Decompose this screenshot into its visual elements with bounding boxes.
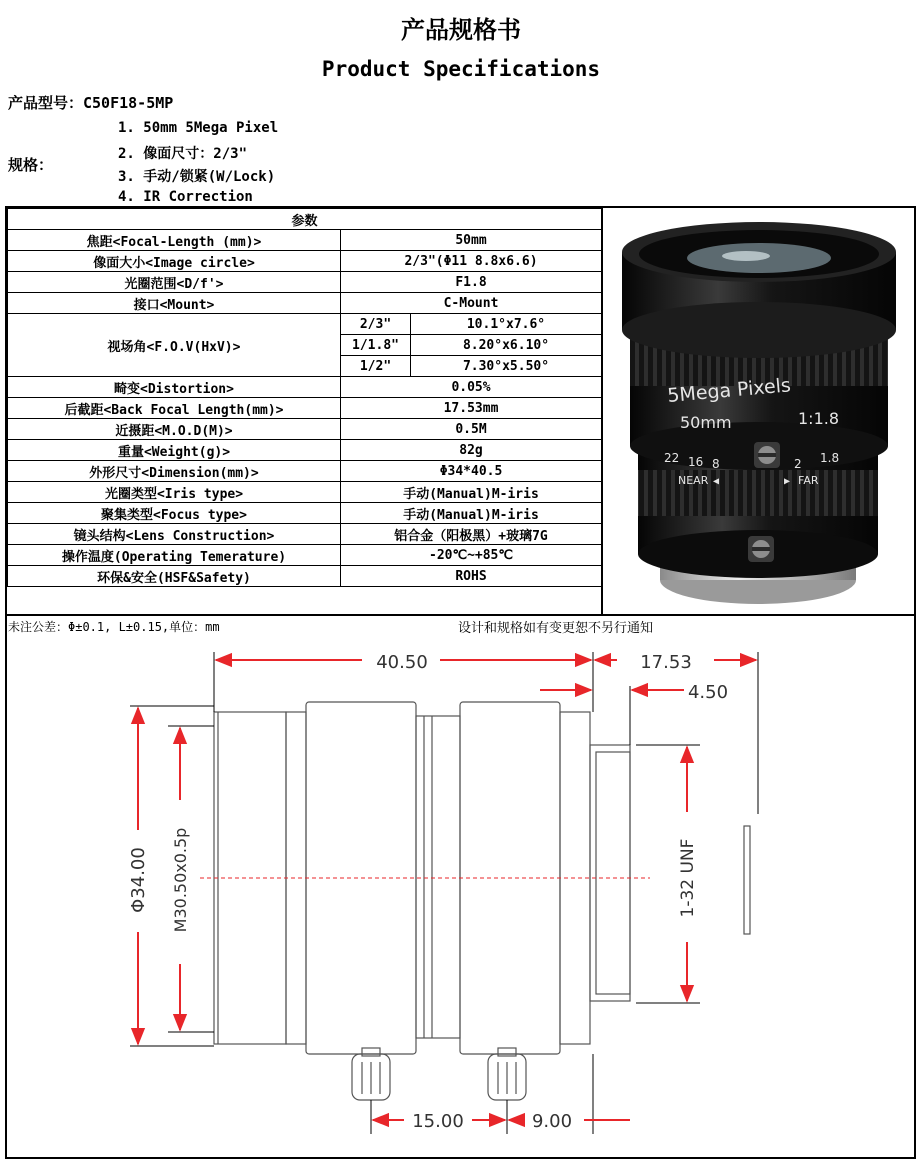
- scale-mark: 1.8: [820, 451, 840, 465]
- near-label: NEAR: [678, 474, 709, 487]
- far-label: FAR: [798, 474, 819, 487]
- param-value: 82g: [341, 440, 602, 461]
- dim-mount-thread: 1-32 UNF: [678, 838, 698, 918]
- photo-brand-text: 5Mega Pixels: [666, 374, 792, 407]
- table-row: [8, 272, 602, 293]
- param-label: 聚集类型<Focus type>: [8, 503, 341, 524]
- fov-size: 1/2": [341, 356, 411, 377]
- table-header-row: [8, 209, 602, 230]
- fov-size: 2/3": [341, 314, 411, 335]
- param-label: 光圈范围<D/f'>: [8, 272, 341, 293]
- fov-size: 1/1.8": [341, 335, 411, 356]
- param-value: C-Mount: [341, 293, 602, 314]
- scale-mark: 22: [664, 451, 680, 465]
- document-title-cn: 产品规格书: [401, 16, 521, 44]
- spec-item: 3. 手动/锁紧(W/Lock): [118, 169, 276, 185]
- spec-item: 4. IR Correction: [118, 189, 253, 205]
- param-label: 像面大小<Image circle>: [8, 251, 341, 272]
- arrow-right-icon: ▶: [784, 476, 791, 487]
- scale-mark: 16: [688, 455, 704, 469]
- table-row: [8, 314, 602, 335]
- photo-aperture-text: 1:1.8: [798, 409, 840, 428]
- param-label: 畸变<Distortion>: [8, 377, 341, 398]
- param-label: 外形尺寸<Dimension(mm)>: [8, 461, 341, 482]
- param-value: -20℃~+85℃: [341, 545, 602, 566]
- tolerance-note: 未注公差：Φ±0.1, L±0.15,单位：mm: [8, 620, 220, 634]
- table-row: [8, 503, 602, 524]
- scale-mark: 2: [794, 457, 802, 471]
- param-value: 铝合金（阳极黑）+玻璃7G: [341, 524, 602, 545]
- spec-item: 1. 50mm 5Mega Pixel: [118, 120, 279, 136]
- dim-diameter: Φ34.00: [128, 847, 149, 913]
- scale-mark: 8: [712, 457, 720, 471]
- table-row: [8, 419, 602, 440]
- table-row: [8, 524, 602, 545]
- param-label: 后截距<Back Focal Length(mm)>: [8, 398, 341, 419]
- fov-value: 7.30°x5.50°: [411, 356, 602, 377]
- table-header: 参数: [8, 209, 602, 230]
- dimension-lines: [138, 660, 756, 1120]
- param-value: 0.5M: [341, 419, 602, 440]
- column-divider: [601, 208, 603, 614]
- section-divider: [5, 614, 916, 616]
- table-row: [8, 545, 602, 566]
- photo-focal-text: 50mm: [680, 413, 732, 432]
- param-value: 0.05%: [341, 377, 602, 398]
- table-row: [8, 440, 602, 461]
- param-value: 手动(Manual)M-iris: [341, 482, 602, 503]
- param-value: 2/3"(Φ11 8.8x6.6): [341, 251, 602, 272]
- spec-item: 2. 像面尺寸：2/3": [118, 146, 248, 162]
- param-value: Φ34*40.5: [341, 461, 602, 482]
- change-notice: 设计和规格如有变更恕不另行通知: [458, 621, 654, 636]
- model-number: 产品型号：C50F18-5MP: [8, 94, 174, 112]
- table-row: [8, 566, 602, 587]
- dim-length: 40.50: [376, 652, 428, 673]
- lens-product-photo: [608, 212, 910, 610]
- dim-screw-offset: 9.00: [531, 1111, 573, 1132]
- param-label: 视场角<F.O.V(HxV)>: [8, 314, 341, 377]
- fov-value: 8.20°x6.10°: [411, 335, 602, 356]
- parameter-table: [7, 208, 602, 587]
- table-row: [8, 461, 602, 482]
- param-value: 手动(Manual)M-iris: [341, 503, 602, 524]
- param-label: 操作温度(Operating Temerature): [8, 545, 341, 566]
- param-label: 近摄距<M.O.D(M)>: [8, 419, 341, 440]
- param-label: 镜头结构<Lens Construction>: [8, 524, 341, 545]
- table-row: [8, 293, 602, 314]
- document-title-en: Product Specifications: [321, 57, 601, 81]
- table-row: [8, 251, 602, 272]
- param-label: 光圈类型<Iris type>: [8, 482, 341, 503]
- table-row: [8, 377, 602, 398]
- dim-thread: M30.50x0.5p: [171, 827, 190, 933]
- dim-screw-spacing: 15.00: [412, 1111, 464, 1132]
- param-label: 接口<Mount>: [8, 293, 341, 314]
- param-value: ROHS: [341, 566, 602, 587]
- spec-label: 规格：: [8, 156, 54, 174]
- arrow-left-icon: ◀: [713, 476, 720, 487]
- param-value: 50mm: [341, 230, 602, 251]
- extension-lines: [130, 652, 758, 1134]
- table-row: [8, 398, 602, 419]
- param-label: 环保&安全(HSF&Safety): [8, 566, 341, 587]
- param-value: F1.8: [341, 272, 602, 293]
- table-row: [8, 482, 602, 503]
- fov-value: 10.1°x7.6°: [411, 314, 602, 335]
- dimension-drawing: [70, 636, 830, 1136]
- dim-flange: 4.50: [687, 682, 729, 703]
- table-row: [8, 230, 602, 251]
- param-label: 重量<Weight(g)>: [8, 440, 341, 461]
- param-label: 焦距<Focal-Length (mm)>: [8, 230, 341, 251]
- lens-outline: [214, 702, 750, 1100]
- dim-back-focal: 17.53: [640, 652, 692, 673]
- param-value: 17.53mm: [341, 398, 602, 419]
